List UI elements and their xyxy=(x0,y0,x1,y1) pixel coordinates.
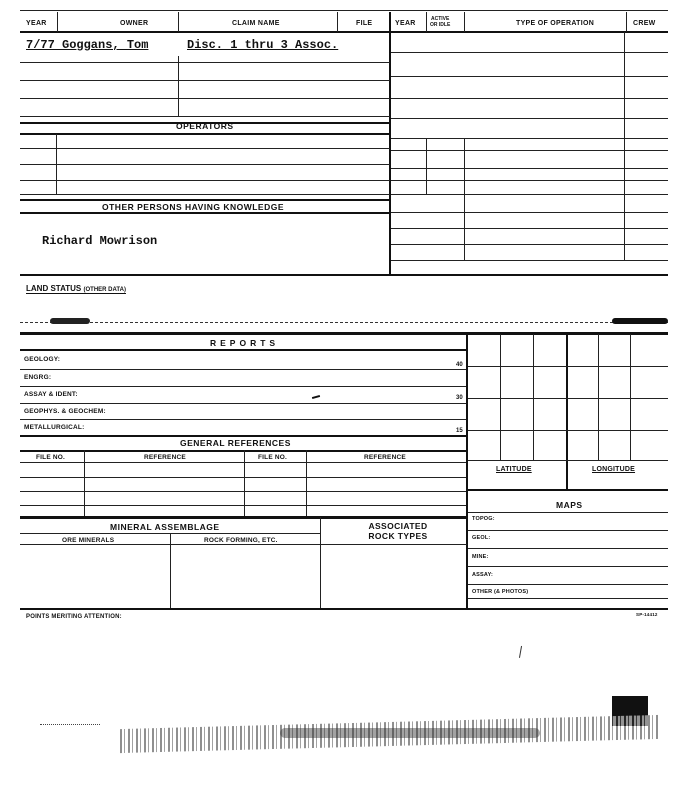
general-references-heading: GENERAL REFERENCES xyxy=(180,438,291,448)
maps-topog: TOPOG: xyxy=(472,516,495,522)
other-persons-heading: OTHER PERSONS HAVING KNOWLEDGE xyxy=(102,202,285,212)
rock-forming-label: ROCK FORMING, ETC. xyxy=(204,537,278,544)
form-number: SP-14412 xyxy=(636,612,658,617)
reports-assay-num: 30 xyxy=(456,395,463,401)
scan-dots xyxy=(40,724,100,726)
entry-claim: Disc. 1 thru 3 Assoc. xyxy=(187,38,339,52)
reports-assay-ident: ASSAY & IDENT: xyxy=(24,391,78,398)
latitude-label: LATITUDE xyxy=(496,466,532,473)
maps-mine: MINE: xyxy=(472,554,489,560)
pen-mark xyxy=(312,395,320,399)
reports-metallurgical-num: 15 xyxy=(456,428,463,434)
reports-geology: GEOLOGY: xyxy=(24,356,61,363)
mineral-assemblage-heading: MINERAL ASSEMBLAGE xyxy=(110,522,220,532)
points-meriting-attention: POINTS MERITING ATTENTION: xyxy=(26,614,122,620)
header-year-2: YEAR xyxy=(395,20,416,27)
header-owner: OWNER xyxy=(120,20,149,27)
reports-engrg: ENGRG: xyxy=(24,374,52,381)
land-status-label: LAND STATUS (OTHER DATA) xyxy=(26,284,126,293)
reports-heading: REPORTS xyxy=(210,338,280,348)
ink-smudge-right xyxy=(612,318,668,324)
entry-year-owner: 7/77 Goggans, Tom xyxy=(26,38,149,52)
stray-mark xyxy=(519,646,523,658)
ref-file-no-2: FILE NO. xyxy=(258,454,288,461)
header-crew: CREW xyxy=(633,20,656,27)
ref-reference: REFERENCE xyxy=(144,454,186,461)
header-file: FILE xyxy=(356,20,373,27)
header-type-of-operation: TYPE OF OPERATION xyxy=(516,20,595,27)
header-active-or-idle: ACTIVE OR IDLE xyxy=(430,16,451,28)
ink-smudge xyxy=(50,318,90,324)
reports-geology-num: 40 xyxy=(456,362,463,368)
ore-minerals-label: ORE MINERALS xyxy=(62,537,115,544)
associated-rock-types: ASSOCIATED ROCK TYPES xyxy=(368,521,428,541)
maps-geol: GEOL: xyxy=(472,535,491,541)
header-claim-name: CLAIM NAME xyxy=(232,20,280,27)
reports-geophys: GEOPHYS. & GEOCHEM: xyxy=(24,408,106,415)
longitude-label: LONGITUDE xyxy=(592,466,636,473)
ref-reference-2: REFERENCE xyxy=(364,454,406,461)
maps-other: OTHER (& PHOTOS) xyxy=(472,589,529,595)
maps-heading: MAPS xyxy=(556,500,583,510)
other-person-name: Richard Mowrison xyxy=(42,234,158,248)
header-year: YEAR xyxy=(26,20,47,27)
ref-file-no: FILE NO. xyxy=(36,454,66,461)
operators-heading: OPERATORS xyxy=(176,121,234,131)
maps-assay: ASSAY: xyxy=(472,572,494,578)
scan-noise-core xyxy=(280,728,540,738)
reports-metallurgical: METALLURGICAL: xyxy=(24,424,85,431)
